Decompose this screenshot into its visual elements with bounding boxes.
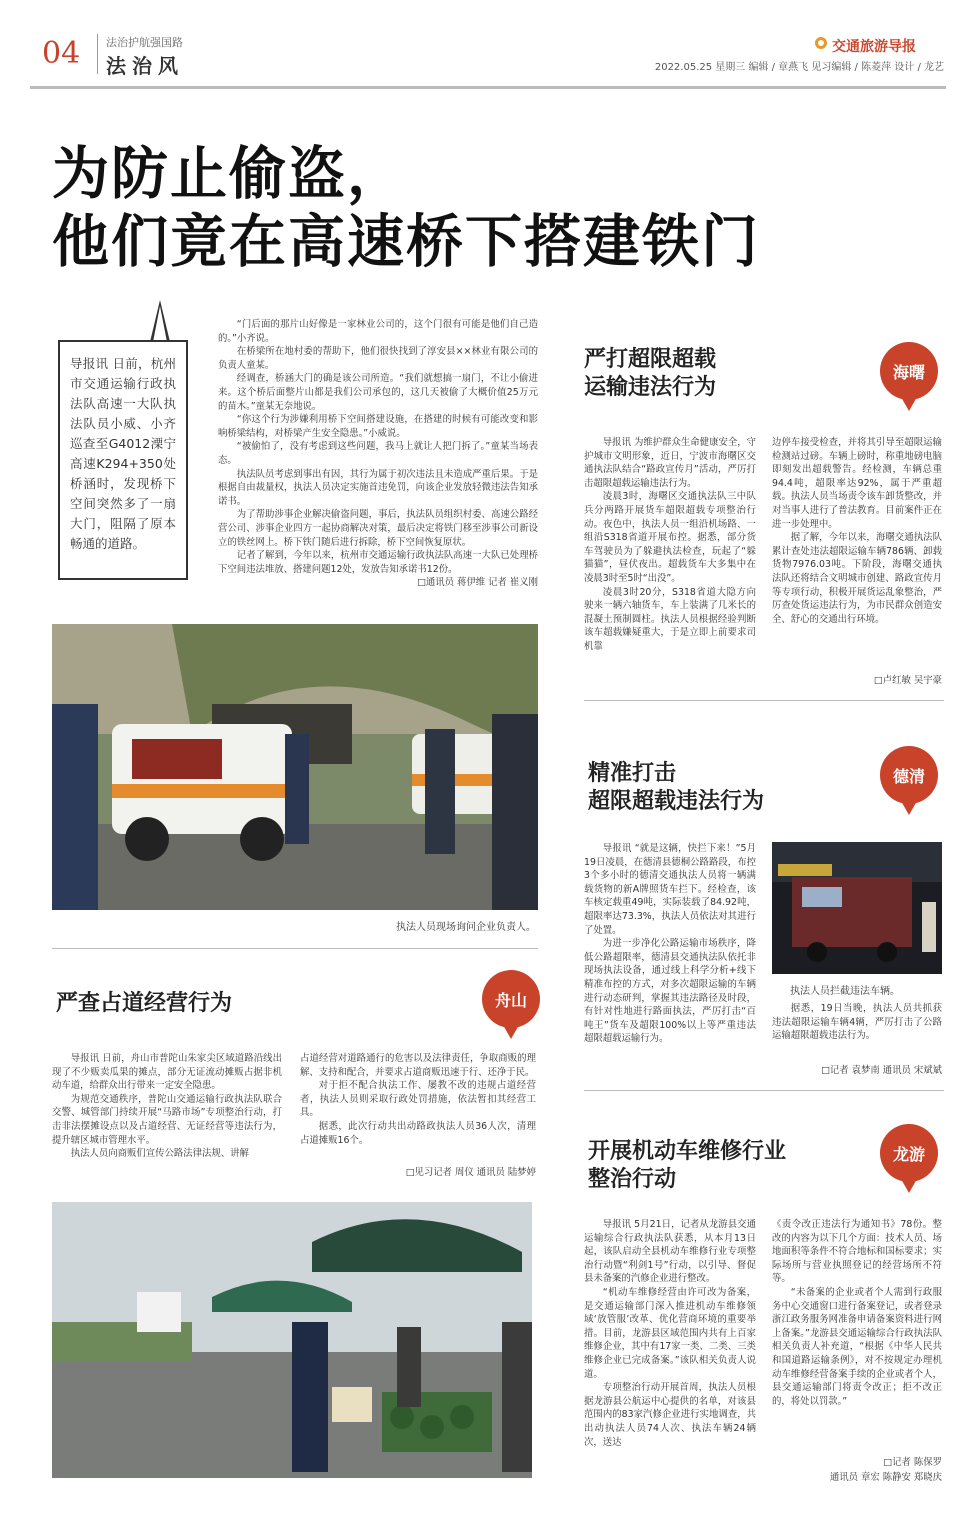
paragraph: 据悉，此次行动共出动路政执法人员36人次，清理占道摊贩16个。 bbox=[300, 1120, 536, 1146]
header-divider bbox=[97, 34, 98, 74]
paragraph: 执法人员向商贩们宣传公路法律法规、讲解 bbox=[70, 1148, 249, 1160]
zhoushan-title: 严查占道经营行为 bbox=[56, 991, 233, 1016]
lead-story-body bbox=[218, 318, 538, 590]
longyou-byline-1: □记者 陈保罗 bbox=[883, 1457, 942, 1468]
paragraph: 导报讯 “就是这辆，快拦下来！”5月19日凌晨，在德清县德桐公路路段，布控3个多小时的德清交通执法人员将一辆满载货物的新A牌照货车拦下。经检查，该车核定载重49吨，实际装载了84.92吨，超限率达73.3%，执法人员依法对其进行了处置。 bbox=[584, 843, 756, 936]
haishu-title-line-1: 严打超限超载 bbox=[584, 347, 717, 372]
lead-photo bbox=[52, 624, 538, 910]
header-rule bbox=[30, 86, 946, 89]
byline: □通讯员 蒋伊维 记者 崔义刚 bbox=[417, 577, 538, 589]
header-slogan: 法治护航强国路 bbox=[106, 36, 183, 49]
paragraph: 为了帮助涉事企业解决偷盗问题，事后，执法队员组织村委、高速公路经营公司、涉事企业四方一起协商解决对策，最后决定将铁门移至涉事公司新设立的铁丝网上。桥下铁门随后进行拆除，桥下空间恢复原状。 bbox=[218, 509, 538, 548]
paragraph: 记者了解到，今年以来，杭州市交通运输行政执法队高速一大队已处理桥下空间违法堆放、搭建问题12处，发放告知承诺书12份。 bbox=[218, 550, 538, 575]
badge-pointer bbox=[503, 1025, 519, 1039]
brand-logo-icon bbox=[815, 37, 827, 49]
section-divider bbox=[52, 948, 538, 949]
longyou-title-line-1: 开展机动车维修行业 bbox=[588, 1139, 787, 1164]
haishu-title bbox=[584, 346, 716, 402]
deqing-column-1 bbox=[584, 842, 756, 1046]
paragraph: 占道经营对道路通行的危害以及法律责任，争取商贩的理解、支持和配合，并要求占道商贩迅速于行、还净于民。 bbox=[300, 1053, 536, 1078]
issue-meta: 2022.05.25 星期三 编辑 / 章燕飞 见习编辑 / 陈菱萍 设计 / 龙艺 bbox=[654, 62, 944, 73]
paragraph: “未备案的企业或者个人需到行政服务中心交通窗口进行备案登记，或者登录浙江政务服务网准备申请备案资料进行网上备案。”龙游县交通运输综合行政执法队相关负责人补充道，“根据《中华人民共和国道路运输条例》，对不按规定办理机动车维修经营备案手续的企业或者个人，县交通运输部门将责令改正；拒不改正的，将处以罚款。” bbox=[772, 1286, 942, 1407]
paragraph: 为进一步净化公路运输市场秩序，降低公路超限率，德清县交通执法队依托非现场执法设备，通过线上科学分析+线下精准布控的方式，对多次超限运输的车辆进行动态研判，掌握其违法路径及时段，有针对性地进行路面执法，严厉打击“百吨王”货车及超限100%以上等严重违法超限超载运输行为。 bbox=[584, 938, 756, 1045]
longyou-byline-2: 通讯员 章宏 陈静安 郑晓庆 bbox=[829, 1472, 942, 1483]
deqing-title bbox=[588, 760, 764, 816]
deqing-byline: □记者 袁梦南 通讯员 宋斌斌 bbox=[821, 1065, 942, 1076]
region-badge-deqing: 德清 bbox=[880, 746, 938, 804]
deqing-title-line-2: 超限超载违法行为 bbox=[588, 789, 765, 814]
section-title: 法治风 bbox=[106, 54, 184, 78]
headline-line-2: 他们竟在高速桥下搭建铁门 bbox=[52, 209, 760, 275]
longyou-title-line-2: 整治行动 bbox=[588, 1167, 677, 1192]
paragraph: 凌晨3时20分，S318省道大隐方向驶来一辆六轴货车，车上装满了几米长的混凝土预制圆柱。执法人员根据经验判断该车超载嫌疑重大，于是立即上前要求司机靠 bbox=[584, 586, 756, 652]
deqing-photo-caption: 执法人员拦截违法车辆。 bbox=[790, 986, 900, 997]
paragraph: “你这个行为涉嫌利用桥下空间搭建设施，在搭建的时候有可能改变和影响桥梁结构，对桥梁产生安全隐患。”小威说。 bbox=[218, 414, 538, 439]
haishu-byline: □卢红敏 吴宇豪 bbox=[873, 675, 942, 686]
badge-pointer bbox=[901, 1179, 917, 1193]
region-badge-haishu: 海曙 bbox=[880, 342, 938, 400]
longyou-title bbox=[588, 1138, 786, 1194]
paragraph: 执法队员考虑到事出有因，其行为属于初次违法且未造成严重后果。于是根据自由裁量权，执法人员决定实施首违免罚，向该企业发放轻微违法告知承诺书。 bbox=[218, 468, 538, 507]
paragraph: 据了解，今年以来，海曙交通执法队累计查处违法超限运输车辆786辆、卸载货物7976.03吨。下阶段，海曙交通执法队还将结合文明城市创建、路政宣传月等专项行动，积极开展货运乱象整治，严厉查处货运违法行为，为市民群众创造安全、舒心的交通出行环境。 bbox=[772, 532, 942, 625]
zhoushan-column-2 bbox=[300, 1052, 536, 1147]
paragraph: 凌晨3时，海曙区交通执法队三中队兵分两路开展货车超限超载专项整治行动。夜色中，执法人员一组沿机场路、一组沿S318省道开展布控。据悉，部分货车驾驶员为了躲避执法检查，玩起了“躲猫猫”，昼伏夜出。超载货车大多集中在凌晨3时至5时“出没”。 bbox=[584, 491, 756, 584]
paragraph: 据悉，19日当晚，执法人员共抓获违法超限运输车辆4辆，严厉打击了公路运输超限超载违法行为。 bbox=[772, 1003, 942, 1042]
haishu-column-1 bbox=[584, 436, 756, 654]
deqing-title-line-1: 精准打击 bbox=[588, 761, 677, 786]
region-badge-longyou: 龙游 bbox=[880, 1124, 938, 1182]
headline-line-1: 为防止偷盗， bbox=[52, 141, 406, 207]
region-badge-zhoushan: 舟山 bbox=[482, 970, 540, 1028]
badge-pointer bbox=[901, 397, 917, 411]
zhoushan-photo bbox=[52, 1202, 532, 1478]
paragraph: 对于拒不配合执法工作、屡教不改的违规占道经营者，执法人员则采取行政处罚措施，依法暂扣其经营工具。 bbox=[300, 1080, 536, 1119]
paragraph: 为规范交通秩序，普陀山交通运输行政执法队联合交警、城管部门持续开展“马路市场”专项整治行动，打击非法摆摊设点以及占道经营、无证经营等违法行为，提升辖区城市管理水平。 bbox=[52, 1093, 282, 1146]
paragraph: 《责令改正违法行为通知书》78份。整改的内容为以下几个方面：技术人员、场地面积等条件不符合地标和国标要求；实际场所与营业执照登记的经营场所不符等。 bbox=[772, 1219, 942, 1285]
paragraph: 经调查，桥涵大门的确是该公司所造。“我们就想搞一扇门，不让小偷进来。这个桥后面整片山都是我们公司承包的，这几天被偷了大概价值25万元的苗木。”童某无奈地说。 bbox=[218, 373, 538, 412]
paragraph: “被偷怕了，没有考虑到这些问题，我马上就让人把门拆了。”童某当场表态。 bbox=[218, 441, 538, 466]
paragraph: “机动车维修经营由许可改为备案，是交通运输部门深入推进机动车维修领域‘放管服’改革、优化营商环境的重要举措。目前，龙游县区域范围内共有上百家维修企业，其中有17家一类、二类、三类维修企业已完成备案。”该队相关负责人说道。 bbox=[584, 1286, 756, 1380]
longyou-column-2 bbox=[772, 1218, 942, 1408]
paragraph: 边停车接受检查，并将其引导至超限运输检测站过磅。车辆上磅时，称重地磅电脑即刻发出超载警告。经检测，车辆总重94.4吨，超限率达92%，属于严重超载。执法人员当场责令该车卸货整改，并对当事人进行了普法教育。目前案件正在进一步处理中。 bbox=[772, 437, 942, 530]
lead-photo-caption: 执法人员现场询问企业负责人。 bbox=[396, 922, 536, 933]
longyou-column-1 bbox=[584, 1218, 756, 1449]
paragraph: 在桥梁所在地村委的帮助下，他们很快找到了淳安县××林业有限公司的负责人童某。 bbox=[218, 346, 538, 371]
deqing-column-2 bbox=[772, 1002, 942, 1043]
paragraph: “门后面的那片山好像是一家林业公司的，这个门很有可能是他们自己造的。”小齐说。 bbox=[218, 319, 538, 344]
zhoushan-byline: □见习记者 周仪 通讯员 陆梦婷 bbox=[405, 1167, 536, 1178]
paragraph: 导报讯 日前，舟山市普陀山朱家尖区域道路沿线出现了不少贩卖瓜果的摊点，部分无证流动摊贩占据非机动车道，给群众出行带来一定安全隐患。 bbox=[52, 1053, 282, 1092]
paragraph: 导报讯 为维护群众生命健康安全，守护城市文明形象，近日，宁波市海曙区交通执法队结合“路政宣传月”活动，严厉打击超限超载运输违法行为。 bbox=[584, 437, 756, 489]
section-divider bbox=[584, 700, 944, 701]
zhoushan-column-1 bbox=[52, 1052, 282, 1161]
lead-box: 导报讯 日前，杭州市交通运输行政执法队高速一大队执法队员小威、小齐巡查至G4012溧宁高速K294+350处桥涵时，发现桥下空间突然多了一扇大门，阻隔了原本畅通的道路。 bbox=[58, 340, 188, 580]
haishu-title-line-2: 运输违法行为 bbox=[584, 375, 717, 400]
page-number: 04 bbox=[42, 36, 81, 71]
brand-name: 交通旅游导报 bbox=[832, 39, 916, 55]
section-divider bbox=[584, 1090, 944, 1091]
lead-headline bbox=[52, 140, 932, 276]
haishu-column-2 bbox=[772, 436, 942, 626]
badge-pointer bbox=[901, 801, 917, 815]
paragraph: 导报讯 5月21日，记者从龙游县交通运输综合行政执法队获悉，从本月13日起，该队启动全县机动车维修行业专项整治行动暨“利剑1号”行动，以引导、督促县未备案的汽修企业进行整改。 bbox=[584, 1219, 756, 1285]
lead-box-pointer-inner bbox=[153, 306, 167, 342]
deqing-photo bbox=[772, 842, 942, 974]
paragraph: 专项整治行动开展首周，执法人员根据龙游县公航运中心提供的名单，对该县范围内的83家汽修企业进行实地调查，共出动执法人员74人次、执法车辆24辆次，送达 bbox=[584, 1382, 756, 1448]
